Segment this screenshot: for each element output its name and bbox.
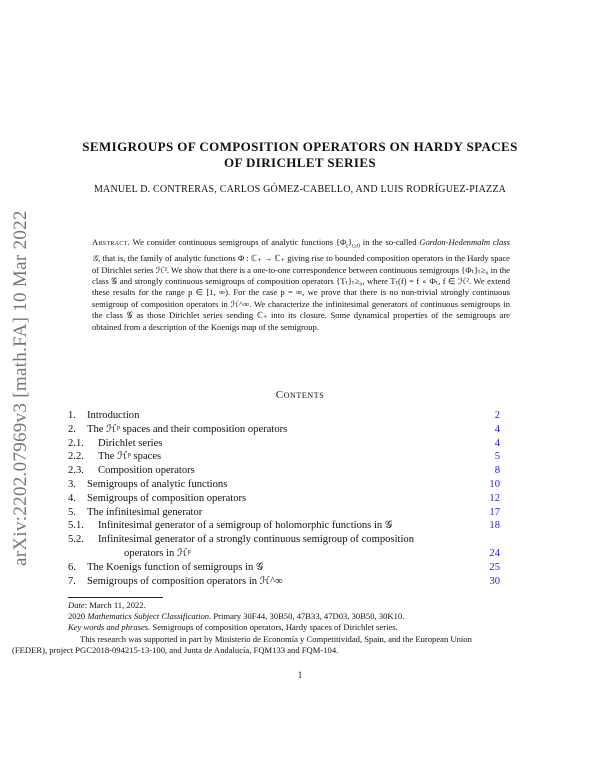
toc-number: 5.2. [68,534,84,546]
toc-number: 2.1. [68,437,84,449]
toc-entry[interactable] [68,450,500,464]
toc-page-link[interactable]: 30 [489,575,500,587]
date-value: : March 11, 2022. [84,600,146,610]
toc-number: 5.1. [68,520,84,532]
toc-page-link[interactable]: 4 [494,423,500,435]
arxiv-identifier: arXiv:2202.07969v3 [math.FA] 10 Mar 2022 [10,210,31,566]
toc-entry[interactable] [68,464,500,478]
toc-number: 2. [68,423,76,435]
toc-page-link[interactable]: 2 [494,410,500,421]
toc-entry[interactable] [68,492,500,506]
toc-page-link[interactable]: 12 [489,492,500,504]
toc-title-wrapped [98,533,474,561]
date-label: Date [68,600,85,610]
toc-number: 6. [68,561,76,573]
toc-entry[interactable] [68,533,500,561]
keywords-value: Semigroups of composition operators, Hardy spaces of Dirichlet series. [150,622,398,633]
toc-title: Introduction [87,410,140,421]
toc-number: 4. [68,492,76,504]
toc-title-continued: operators in ℋᵖ [124,547,191,559]
toc-title: The infinitesimal generator [87,506,203,518]
msc-value: Primary 30F44, 30B50, 47B33, 47D03, 30B50, 30K10. [211,611,405,622]
toc-title: The Koenigs function of semigroups in 𝒢 [87,561,264,573]
toc-title: Infinitesimal generator of a strongly continuous semigroup of composition [98,534,414,546]
author-list: MANUEL D. CONTRERAS, CARLOS GÓMEZ-CABELLO, AND LUIS RODRÍGUEZ-PIAZZA [93,184,507,195]
toc-entry[interactable] [68,409,500,423]
toc-number: 3. [68,478,76,490]
abstract-class-name: Gordon-Hedenmalm class 𝒢 [92,237,510,264]
msc-label: Mathematics Subject Classification. [87,611,212,622]
toc-entry[interactable] [68,423,500,437]
title-line-2: OF DIRICHLET SERIES [223,155,377,170]
toc-page-link[interactable]: 10 [489,478,500,490]
toc-number: 5. [68,506,76,518]
toc-entry[interactable] [68,575,500,589]
footnote-funding: This research was supported in part by Ministerio de Economía y Competitividad, Spain, and the European Union (FEDER), project PGC2018-094215-13-100, and Junta de Andalucía, FQM133 and FQM-104. [12,633,472,655]
toc-entry[interactable] [68,437,500,451]
title-line-1: SEMIGROUPS OF COMPOSITION OPERATORS ON HARDY SPACES [82,139,518,154]
toc-page-link[interactable]: 17 [489,506,500,518]
footnotes [12,600,500,656]
toc-title: Composition operators [98,465,195,477]
toc-title: Semigroups of composition operators in ℋ^∞ [87,575,283,587]
page-number: 1 [297,670,303,680]
abstract-text-1: We consider continuous semigroups of analytic functions {Φ [130,237,347,247]
toc-number: 2.3. [68,465,84,477]
toc-entry[interactable] [68,561,500,575]
toc-entry[interactable] [68,519,500,533]
toc-title: Semigroups of analytic functions [87,478,228,490]
toc-entry[interactable] [68,506,500,520]
footnote-rule [68,597,163,598]
abstract-text-3: , that is, the family of analytic functions Φ : ℂ₊ → ℂ₊ giving rise to bounded composition operators in the Hardy space of Dirichlet series ℋ². We show that there is a one-to-one correspondence between continuous semigroups {Φₜ}ₜ≥₀ in the class 𝒢 and strongly continuous semigroups of composition operators {Tₜ}ₜ≥₀, where Tₜ(f) = f ∘ Φₜ, f ∈ ℋ². We extend these results for the range p ∈ [1, ∞). For the case p = ∞, we prove that there is no non-trivial strongly continuous semigroup of composition operators in ℋ^∞. We characterize the infinitesimal generators of continuous semigroups in the class 𝒢 as those Dirichlet series sending ℂ₊ into its closure. Some dynamical properties of the semigroups are obtained from a description of the Koenigs map of the semigroup. [92,253,510,332]
footnote-keywords [68,622,500,633]
toc-page-link[interactable]: 18 [489,520,500,532]
contents-heading: Contents [275,389,325,401]
toc-title: Infinitesimal generator of a semigroup of holomorphic functions in 𝒢 [98,520,393,532]
table-of-contents [68,409,500,588]
abstract [92,237,510,333]
toc-title: The ℋᵖ spaces and their composition operators [87,423,288,435]
toc-page-link[interactable]: 8 [494,465,500,477]
toc-entry[interactable] [68,478,500,492]
abstract-text-1b: } [347,237,353,247]
toc-page-link[interactable]: 25 [489,561,500,573]
toc-page-link[interactable]: 5 [494,451,500,463]
abstract-text-2: in the so-called [360,237,420,247]
toc-number: 2.2. [68,451,84,463]
toc-page-link[interactable]: 24 [489,547,500,559]
toc-title: Semigroups of composition operators [87,492,247,504]
toc-title: The ℋᵖ spaces [98,451,162,463]
footnote-date [68,600,500,611]
abstract-subscript-t0: t≥0 [352,243,361,250]
keywords-label: Key words and phrases. [68,622,151,633]
toc-page-link[interactable]: 4 [494,437,500,449]
msc-prefix: 2020 [68,611,88,622]
abstract-subscript-t: t [346,243,348,250]
toc-title: Dirichlet series [98,437,163,449]
toc-number: 7. [68,575,76,587]
toc-number: 1. [68,410,76,421]
paper-title [40,139,560,171]
footnote-msc [68,611,500,622]
abstract-label: Abstract. [92,237,131,247]
